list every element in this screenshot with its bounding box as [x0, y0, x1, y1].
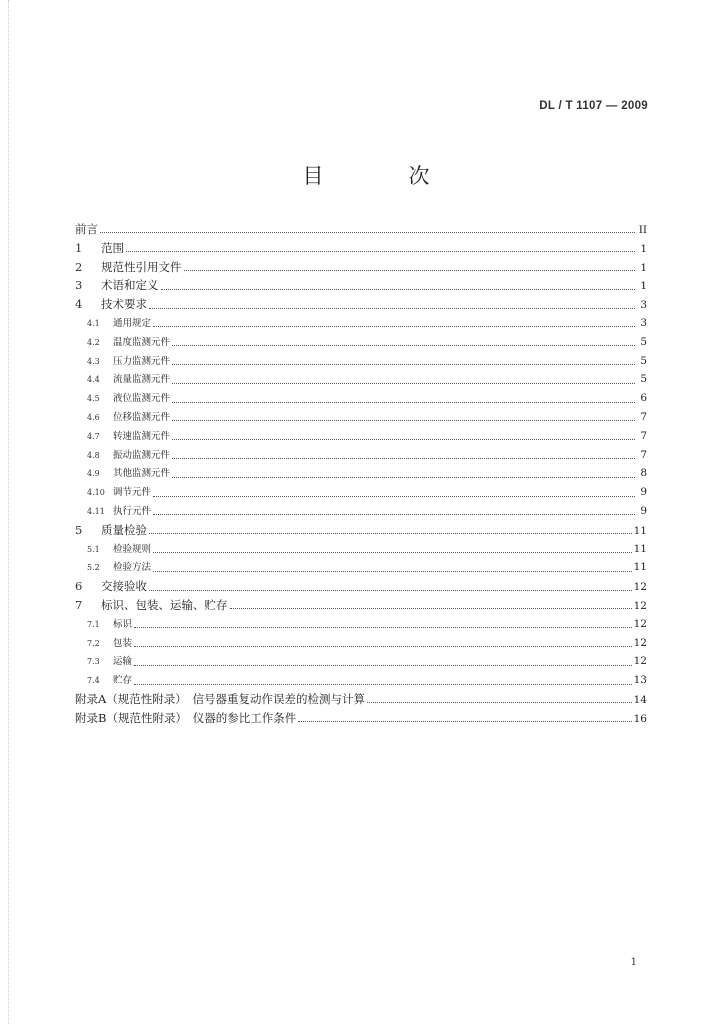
toc-entry-number: 5: [75, 522, 83, 537]
toc-entry-number: 4.4: [87, 375, 100, 385]
toc-leader-dots: [172, 382, 635, 384]
toc-entry-title: 运输: [113, 656, 133, 668]
toc-leader-dots: [172, 438, 635, 440]
toc-entry-title: 标识、包装、运输、贮存: [101, 597, 228, 612]
toc-entry-page: 13: [633, 674, 647, 687]
toc-entry-number: 5.1: [87, 544, 100, 554]
toc-entry-title: 压力监测元件: [113, 355, 171, 367]
toc-entry-title: 前言: [75, 222, 98, 236]
toc-entry[interactable]: [75, 464, 647, 483]
toc-entry[interactable]: [75, 333, 647, 352]
toc-entry-page: 12: [633, 655, 647, 668]
toc-entry-number: 5.2: [87, 563, 100, 573]
toc-entry-page: 11: [633, 542, 647, 555]
toc-entry[interactable]: [75, 671, 647, 690]
toc-leader-dots: [172, 419, 635, 421]
toc-entry-page: 11: [633, 561, 647, 574]
toc-leader-dots: [298, 720, 631, 722]
toc-leader-dots: [153, 551, 632, 553]
toc-entry-page: 12: [633, 581, 647, 594]
toc-entry-number: 4.8: [87, 450, 100, 460]
toc-leader-dots: [184, 269, 636, 271]
toc-entry[interactable]: [75, 615, 647, 634]
page-number: 1: [630, 957, 637, 968]
toc-entry[interactable]: [75, 314, 647, 333]
toc-entry-number: 2: [75, 259, 83, 274]
toc-leader-dots: [149, 532, 632, 534]
toc-entry-number: 4.3: [87, 356, 100, 366]
toc-leader-dots: [134, 626, 632, 628]
toc-entry-title: 通用规定: [113, 317, 152, 329]
toc-entry-number: 7.2: [87, 638, 100, 648]
toc-entry-page: 7: [640, 410, 647, 423]
toc-entry-title: 温度监测元件: [113, 336, 171, 348]
toc-entry-title: 振动监测元件: [113, 449, 171, 461]
toc-leader-dots: [153, 495, 635, 497]
toc-entry-number: 6: [75, 579, 83, 594]
toc-entry[interactable]: [75, 408, 647, 427]
toc-entry-title: 检验方法: [113, 562, 152, 574]
toc-entry-title: 液位监测元件: [113, 393, 171, 405]
standard-code: DL / T 1107 — 2009: [539, 100, 648, 112]
toc-leader-dots: [153, 513, 635, 515]
toc-entry-page: 3: [640, 299, 647, 312]
toc-leader-dots: [172, 457, 635, 459]
toc-entry-page: 3: [640, 316, 647, 329]
toc-entry-number: 4: [75, 297, 83, 312]
page-title: 目 次: [302, 164, 462, 188]
scan-edge-line: [8, 0, 10, 1024]
toc-entry[interactable]: [75, 276, 647, 295]
toc-entry-title: 调节元件: [113, 487, 152, 499]
toc-entry-page: 5: [640, 373, 647, 386]
toc-entry-title: 检验规则: [113, 543, 152, 555]
toc-leader-dots: [134, 664, 632, 666]
toc-leader-dots: [134, 645, 632, 647]
toc-entry-title: 范围: [101, 240, 124, 255]
toc-entry-page: 11: [633, 524, 647, 537]
toc-entry-page: 12: [633, 617, 647, 630]
toc-entry-title: 附录A（规范性附录） 信号器重复动作误差的检测与计算: [75, 691, 366, 706]
toc-entry[interactable]: [75, 352, 647, 371]
toc-leader-dots: [172, 363, 635, 365]
toc-entry-page: 16: [633, 712, 647, 725]
toc-entry[interactable]: [75, 652, 647, 671]
toc-entry-page: 8: [640, 467, 647, 480]
toc-entry-page: 1: [640, 242, 647, 255]
toc-entry[interactable]: [75, 709, 647, 728]
toc-entry-number: 4.1: [87, 318, 100, 328]
toc-entry-title: 标识: [113, 618, 133, 630]
toc-entry-number: 1: [75, 240, 83, 255]
toc-entry-page: 1: [640, 280, 647, 293]
toc-entry-title: 技术要求: [101, 297, 147, 312]
toc-leader-dots: [172, 401, 635, 403]
toc-leader-dots: [149, 307, 635, 309]
toc-entry[interactable]: [75, 502, 647, 521]
toc-leader-dots: [134, 683, 632, 685]
toc-entry-title: 转速监测元件: [113, 430, 171, 442]
toc-leader-dots: [149, 589, 632, 591]
toc-entry-number: 4.6: [87, 412, 100, 422]
toc-entry[interactable]: [75, 577, 647, 596]
toc-entry-page: 7: [640, 448, 647, 461]
toc-entry-number: 7.3: [87, 657, 100, 667]
toc-entry-page: 12: [633, 636, 647, 649]
toc-entry[interactable]: [75, 427, 647, 446]
toc-entry[interactable]: [75, 521, 647, 540]
toc-entry-title: 规范性引用文件: [101, 259, 182, 274]
toc-entry[interactable]: [75, 370, 647, 389]
toc-entry-title: 包装: [113, 637, 133, 649]
toc-entry[interactable]: [75, 258, 647, 277]
toc-entry-number: 4.7: [87, 431, 100, 441]
toc-entry[interactable]: [75, 634, 647, 653]
toc-entry-title: 流量监测元件: [113, 374, 171, 386]
toc-entry-page: 5: [640, 354, 647, 367]
toc-entry[interactable]: [75, 295, 647, 314]
toc-entry-page: 9: [640, 486, 647, 499]
table-of-contents: [75, 220, 647, 728]
toc-entry-number: 7: [75, 597, 83, 612]
toc-entry-page: 7: [640, 429, 647, 442]
toc-leader-dots: [153, 570, 632, 572]
toc-entry-page: 6: [640, 392, 647, 405]
toc-entry-number: 3: [75, 278, 83, 293]
toc-entry-page: 5: [640, 335, 647, 348]
toc-leader-dots: [153, 325, 635, 327]
toc-entry-number: 4.5: [87, 394, 100, 404]
toc-entry-page: 12: [633, 599, 647, 612]
toc-leader-dots: [100, 231, 635, 233]
toc-entry-title: 质量检验: [101, 522, 147, 537]
toc-entry[interactable]: [75, 446, 647, 465]
toc-entry[interactable]: [75, 596, 647, 615]
toc-entry-page: 9: [640, 504, 647, 517]
toc-leader-dots: [126, 250, 635, 252]
toc-entry[interactable]: [75, 389, 647, 408]
toc-entry-number: 4.9: [87, 469, 100, 479]
toc-entry-number: 4.10: [87, 488, 105, 498]
toc-entry-number: 7.4: [87, 676, 100, 686]
toc-entry[interactable]: [75, 558, 647, 577]
toc-entry-page: II: [638, 224, 647, 236]
toc-entry[interactable]: [75, 483, 647, 502]
toc-entry-title: 其他监测元件: [113, 468, 171, 480]
toc-entry-title: 贮存: [113, 675, 133, 687]
toc-leader-dots: [172, 344, 635, 346]
toc-entry[interactable]: [75, 540, 647, 559]
toc-entry[interactable]: [75, 220, 647, 239]
toc-entry-page: 1: [640, 261, 647, 274]
toc-entry-number: 7.1: [87, 619, 100, 629]
toc-entry-number: 4.2: [87, 337, 100, 347]
toc-entry-title: 位移监测元件: [113, 411, 171, 423]
toc-entry-title: 交接验收: [101, 579, 147, 594]
toc-entry-number: 4.11: [87, 506, 105, 516]
toc-entry-title: 执行元件: [113, 505, 152, 517]
toc-leader-dots: [172, 476, 635, 478]
toc-leader-dots: [161, 288, 636, 290]
toc-leader-dots: [367, 701, 632, 703]
toc-entry-page: 14: [633, 693, 647, 706]
toc-entry-title: 附录B（规范性附录） 仪器的参比工作条件: [75, 710, 297, 725]
toc-leader-dots: [230, 607, 632, 609]
toc-entry-title: 术语和定义: [101, 278, 159, 293]
toc-entry[interactable]: [75, 690, 647, 709]
toc-entry[interactable]: [75, 239, 647, 258]
